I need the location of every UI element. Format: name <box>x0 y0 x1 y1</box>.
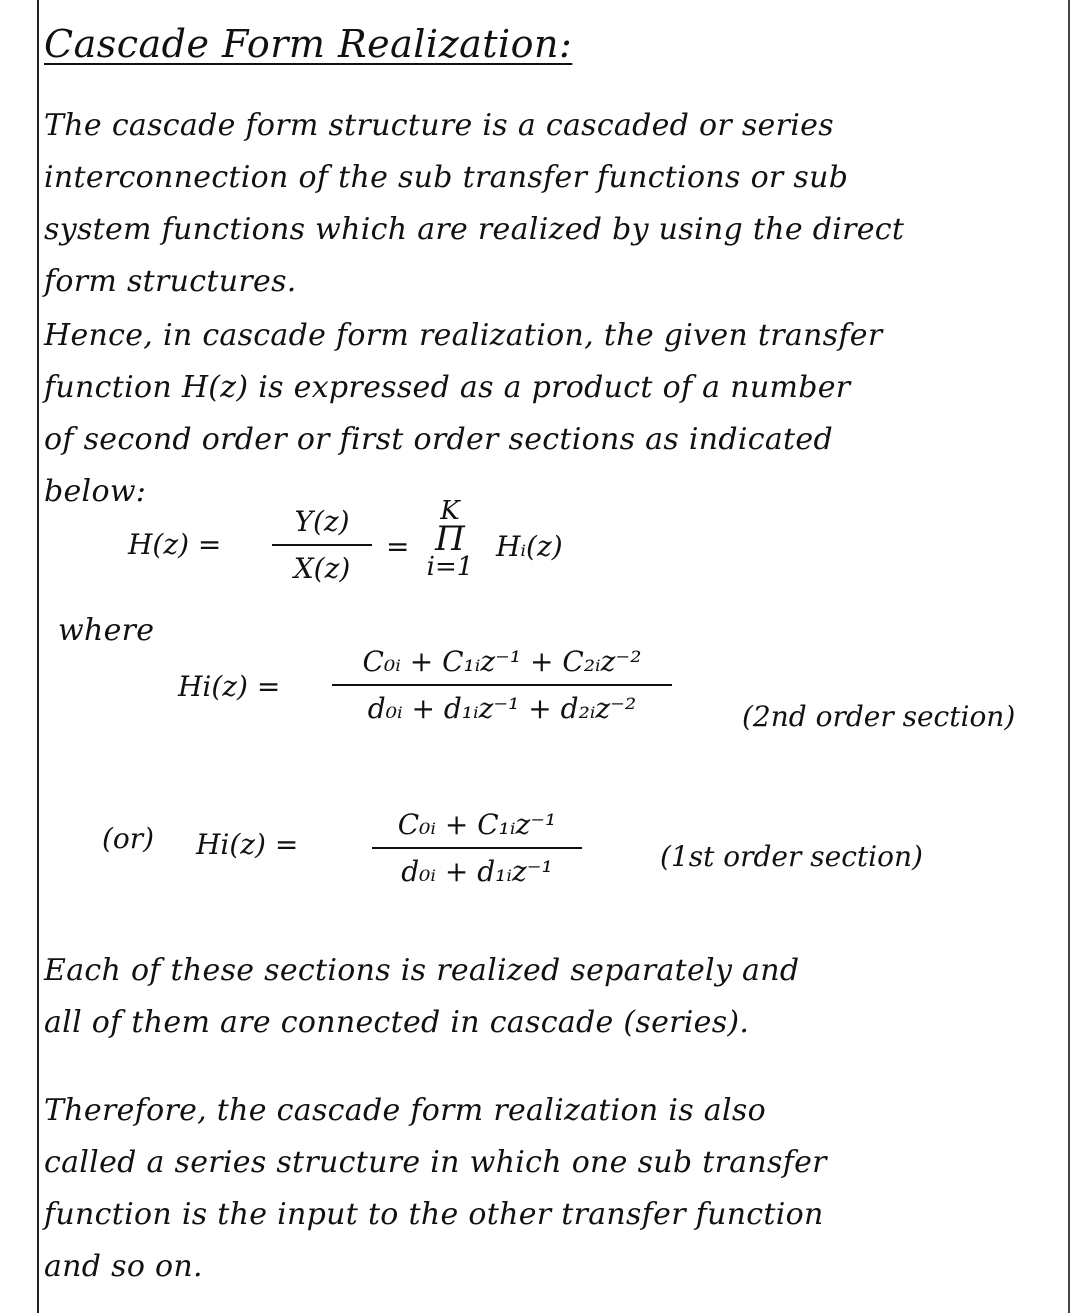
product-upper-limit: K <box>440 496 460 526</box>
product-lower-limit: i=1 <box>426 552 474 582</box>
text-line: Each of these sections is realized separately and <box>44 953 800 988</box>
page-edge-line <box>1068 0 1070 1313</box>
paragraph-definition <box>44 100 1044 308</box>
text-line: below: <box>44 474 147 509</box>
where-label <box>58 605 358 657</box>
margin-line <box>37 0 39 1313</box>
eq3-numerator: C₀ᵢ + C₁ᵢz⁻¹ <box>397 808 557 841</box>
text-line: Therefore, the cascade form realization is also <box>44 1093 766 1128</box>
eq1-fraction <box>272 505 372 585</box>
paragraph-therefore <box>44 1085 1044 1293</box>
text-line: function is the input to the other transfer function <box>44 1197 824 1232</box>
eq3-denominator: d₀ᵢ + d₁ᵢz⁻¹ <box>401 855 553 888</box>
product-operator <box>420 498 480 580</box>
text-line: interconnection of the sub transfer functions or sub <box>44 160 849 195</box>
text-line: Hence, in cascade form realization, the given transfer <box>44 318 883 353</box>
paragraph-each-section <box>44 945 1044 1049</box>
text-line: where <box>58 613 155 648</box>
eq2-lhs: Hi(z) = <box>178 670 281 703</box>
text-line: called a series structure in which one sub transfer <box>44 1145 827 1180</box>
eq1-lhs: H(z) = <box>128 528 222 561</box>
eq1-numerator: Y(z) <box>294 505 350 538</box>
text-line: The cascade form structure is a cascaded or series <box>44 108 834 143</box>
eq3-prefix: (or) <box>102 822 155 855</box>
eq3-fraction <box>372 808 582 888</box>
text-line: function H(z) is expressed as a product of a number <box>44 370 851 405</box>
text-line: of second order or first order sections as indicated <box>44 422 833 457</box>
eq2-numerator: C₀ᵢ + C₁ᵢz⁻¹ + C₂ᵢz⁻² <box>362 645 642 678</box>
text-line: system functions which are realized by using the direct <box>44 212 905 247</box>
eq1-equals: = <box>386 530 410 563</box>
eq2-denominator: d₀ᵢ + d₁ᵢz⁻¹ + d₂ᵢz⁻² <box>367 692 637 725</box>
text-line: all of them are connected in cascade (series). <box>44 1005 750 1040</box>
eq2-section-note: (2nd order section) <box>742 700 1016 733</box>
text-line: and so on. <box>44 1249 203 1284</box>
eq1-term: Hᵢ(z) <box>496 530 563 563</box>
product-symbol: Π <box>435 519 465 559</box>
paragraph-hence <box>44 310 1044 518</box>
eq1-denominator: X(z) <box>293 552 351 585</box>
page-title: Cascade Form Realization: <box>44 22 573 66</box>
eq3-lhs: Hi(z) = <box>196 828 299 861</box>
text-line: form structures. <box>44 264 297 299</box>
eq2-fraction <box>332 645 672 725</box>
eq3-section-note: (1st order section) <box>660 840 923 873</box>
